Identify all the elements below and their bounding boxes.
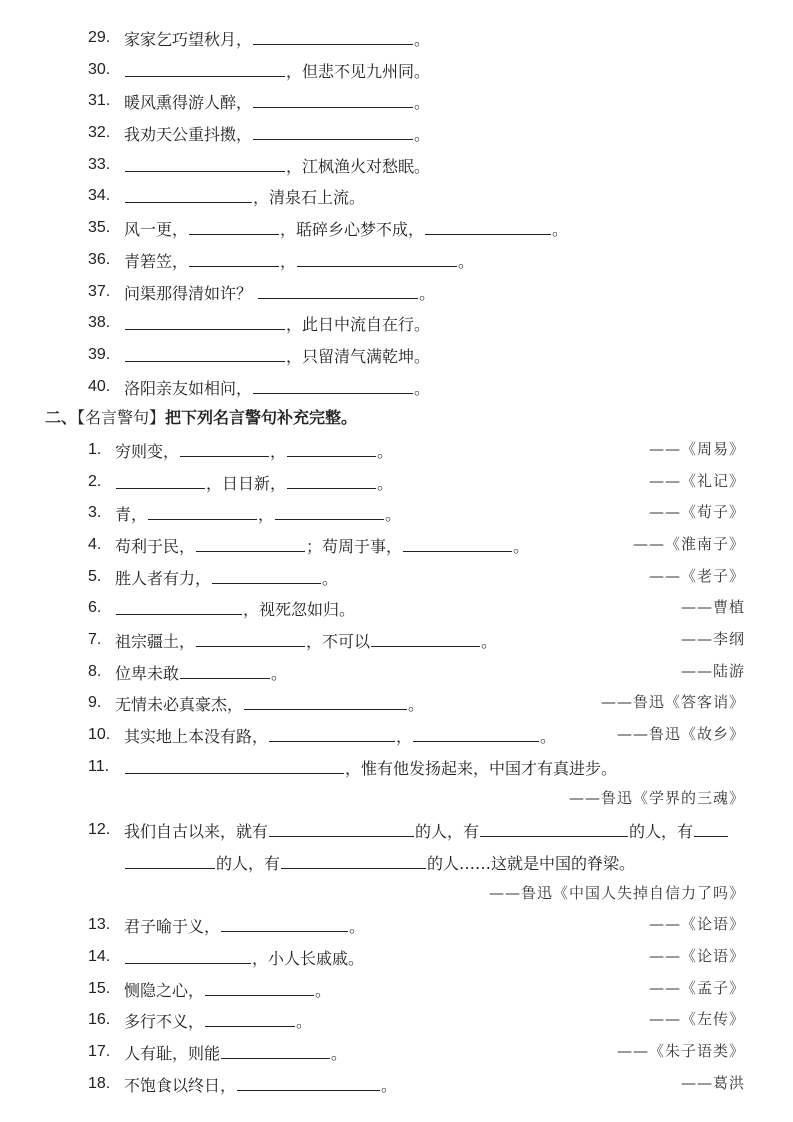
list-item xyxy=(0,466,793,498)
answer-blank[interactable] xyxy=(180,434,269,457)
source-row xyxy=(0,878,793,910)
item-number: 16. xyxy=(88,1011,111,1029)
prompt-text: 的人……这就是中国的脊梁。 xyxy=(427,853,636,873)
answer-blank[interactable] xyxy=(221,909,348,932)
prompt-text: ，聒碎乡心梦不成， xyxy=(280,220,425,240)
section-heading xyxy=(0,402,793,434)
list-item xyxy=(0,1004,793,1036)
source-attribution: ——陆游 xyxy=(680,661,745,680)
answer-blank[interactable] xyxy=(269,814,414,837)
list-item xyxy=(0,814,793,846)
answer-blank[interactable] xyxy=(253,371,413,394)
list-item xyxy=(0,592,793,624)
prompt-text: 苟利于民， xyxy=(115,537,196,556)
item-body xyxy=(124,244,474,278)
answer-blank[interactable] xyxy=(189,212,279,235)
prompt-text: ，惟有他发扬起来，中国才有真进步。 xyxy=(345,758,618,778)
prompt-text: ，小人长戚戚。 xyxy=(252,948,365,968)
answer-blank[interactable] xyxy=(180,656,270,679)
prompt-text: 不饱食以终日， xyxy=(124,1075,237,1095)
item-body xyxy=(124,371,430,405)
item-body xyxy=(115,592,355,626)
prompt-text: 胜人者有力， xyxy=(115,568,212,588)
item-body xyxy=(124,339,430,373)
item-number: 39. xyxy=(88,345,111,363)
answer-blank[interactable] xyxy=(125,846,215,869)
source-attribution: ——《朱子语类》 xyxy=(616,1042,745,1060)
item-body xyxy=(115,687,424,721)
list-item xyxy=(0,244,793,276)
prompt-text: 。 xyxy=(481,632,498,652)
item-body xyxy=(124,719,556,753)
answer-blank[interactable] xyxy=(480,814,628,837)
list-item xyxy=(0,22,793,54)
prompt-text: 。 xyxy=(458,251,475,271)
item-body xyxy=(124,814,729,848)
prompt-text: 人有耻，则能 xyxy=(124,1044,221,1063)
answer-blank[interactable] xyxy=(205,973,314,996)
source-row xyxy=(0,783,793,815)
item-body xyxy=(124,85,430,119)
source-attribution: ——《孟子》 xyxy=(648,978,745,997)
item-body xyxy=(124,1068,397,1102)
item-number: 5. xyxy=(88,567,102,585)
item-body xyxy=(124,1004,312,1038)
answer-blank[interactable] xyxy=(196,529,305,552)
answer-blank[interactable] xyxy=(244,687,407,710)
source-attribution: ——《左传》 xyxy=(648,1010,745,1029)
prompt-text: 我们自古以来，就有 xyxy=(124,822,269,842)
source-attribution: ——曹植 xyxy=(680,598,745,617)
answer-blank[interactable] xyxy=(125,180,252,203)
list-item xyxy=(0,1068,793,1100)
answer-blank[interactable] xyxy=(125,339,285,362)
answer-blank[interactable] xyxy=(125,751,344,774)
answer-blank[interactable] xyxy=(275,497,384,520)
item-number: 35. xyxy=(88,219,111,237)
answer-blank[interactable] xyxy=(148,497,257,520)
list-item xyxy=(0,497,793,529)
prompt-text: 。 xyxy=(349,917,366,937)
prompt-text: 风一更， xyxy=(124,220,189,240)
prompt-text: 多行不义， xyxy=(124,1012,205,1032)
prompt-text: ， xyxy=(270,441,287,461)
answer-blank[interactable] xyxy=(221,1036,330,1059)
section-heading-text: 把下列名言警句补充完整。 xyxy=(165,408,358,428)
prompt-text: ，江枫渔火对愁眠。 xyxy=(286,156,431,176)
prompt-text: 。 xyxy=(414,30,431,49)
item-number: 4. xyxy=(88,536,102,553)
item-number: 37. xyxy=(88,282,111,300)
prompt-text: ，日日新， xyxy=(206,473,287,493)
prompt-text: 祖宗疆土， xyxy=(115,632,196,652)
item-number: 2. xyxy=(88,472,102,490)
answer-blank[interactable] xyxy=(403,529,512,552)
prompt-text: ， xyxy=(258,505,275,525)
source-attribution: ——鲁迅《答客诮》 xyxy=(600,693,745,712)
answer-blank[interactable] xyxy=(196,624,305,647)
item-body xyxy=(124,54,430,88)
prompt-text: 。 xyxy=(540,727,557,747)
list-item xyxy=(0,212,793,244)
answer-blank[interactable] xyxy=(269,719,395,742)
prompt-text: 。 xyxy=(377,441,394,461)
item-number: 38. xyxy=(88,314,111,332)
prompt-text: 。 xyxy=(385,505,402,525)
prompt-text: 。 xyxy=(513,537,530,556)
prompt-text: 其实地上本没有路， xyxy=(124,727,269,747)
prompt-text: ， xyxy=(280,251,297,271)
prompt-text: 的人，有 xyxy=(629,822,694,842)
prompt-text: 。 xyxy=(552,220,569,240)
item-body xyxy=(124,846,635,880)
prompt-text: 。 xyxy=(408,695,425,715)
prompt-text: 我劝天公重抖擞， xyxy=(124,125,253,145)
source-attribution: ——《周易》 xyxy=(648,439,745,458)
list-item xyxy=(0,941,793,973)
list-item xyxy=(0,973,793,1005)
prompt-text: 。 xyxy=(322,568,339,588)
item-number: 40. xyxy=(88,377,111,395)
prompt-text: 位卑未敢 xyxy=(115,663,180,683)
item-number: 33. xyxy=(88,155,111,173)
item-number: 11. xyxy=(88,757,110,775)
list-item xyxy=(0,434,793,466)
item-number: 32. xyxy=(88,124,111,142)
item-body xyxy=(124,22,430,56)
item-number: 29. xyxy=(88,29,111,46)
item-body xyxy=(124,973,331,1007)
prompt-text: ；苟周于事， xyxy=(306,537,403,556)
item-body xyxy=(124,149,430,183)
list-item xyxy=(0,529,793,561)
list-item xyxy=(0,719,793,751)
answer-blank[interactable] xyxy=(116,466,205,489)
item-number: 3. xyxy=(88,504,102,522)
list-item xyxy=(0,371,793,403)
source-attribution: ——《淮南子》 xyxy=(632,535,745,553)
list-item xyxy=(0,1036,793,1068)
list-item xyxy=(0,149,793,181)
section-heading-num: 二、 xyxy=(45,408,78,428)
prompt-text: 恻隐之心， xyxy=(124,980,205,1000)
answer-blank[interactable] xyxy=(212,561,321,584)
list-item xyxy=(0,307,793,339)
item-body xyxy=(115,466,393,500)
answer-blank[interactable] xyxy=(694,814,728,837)
list-item xyxy=(0,751,793,783)
answer-blank[interactable] xyxy=(205,1004,295,1027)
prompt-text: ， xyxy=(396,727,413,747)
item-number: 34. xyxy=(88,187,111,205)
item-body xyxy=(124,180,365,214)
item-number: 8. xyxy=(88,662,102,680)
answer-blank[interactable] xyxy=(371,624,480,647)
list-item xyxy=(0,85,793,117)
answer-blank[interactable] xyxy=(253,85,413,108)
item-number: 7. xyxy=(88,631,102,649)
prompt-text: 。 xyxy=(315,980,332,1000)
item-body xyxy=(124,1036,347,1070)
answer-blank[interactable] xyxy=(253,22,413,45)
source-attribution: ——李纲 xyxy=(680,630,745,649)
answer-blank[interactable] xyxy=(125,307,285,330)
answer-blank[interactable] xyxy=(125,149,285,172)
source-attribution: ——鲁迅《故乡》 xyxy=(616,725,745,744)
item-body xyxy=(115,434,393,468)
answer-blank[interactable] xyxy=(287,466,376,489)
prompt-text: 青， xyxy=(115,505,148,525)
prompt-text: 。 xyxy=(414,93,431,113)
prompt-text: 。 xyxy=(414,125,431,145)
source-attribution: ——葛洪 xyxy=(680,1073,745,1092)
answer-blank[interactable] xyxy=(425,212,551,235)
item-number: 12. xyxy=(88,821,111,839)
answer-blank[interactable] xyxy=(125,54,285,77)
prompt-text: 。 xyxy=(419,283,436,303)
source-attribution: ——《论语》 xyxy=(648,915,745,934)
prompt-text: ，只留清气满乾坤。 xyxy=(286,346,431,366)
item-body xyxy=(124,307,430,341)
item-number: 15. xyxy=(88,979,111,997)
item-body xyxy=(115,624,497,658)
prompt-text: 。 xyxy=(331,1044,348,1063)
item-body xyxy=(115,561,338,595)
item-body xyxy=(124,117,430,151)
answer-blank[interactable] xyxy=(116,592,242,615)
list-item xyxy=(0,687,793,719)
item-body xyxy=(124,212,568,246)
section-heading-tag: 【名言警句】 xyxy=(77,408,166,428)
prompt-text: 。 xyxy=(377,473,394,493)
source-attribution: ——《老子》 xyxy=(648,566,745,585)
source-attribution: ——《荀子》 xyxy=(648,503,745,522)
answer-blank[interactable] xyxy=(125,941,251,964)
item-body xyxy=(124,276,435,310)
item-number: 30. xyxy=(88,60,111,78)
prompt-text: 洛阳亲友如相问， xyxy=(124,378,253,398)
list-item xyxy=(0,624,793,656)
item-number: 17. xyxy=(88,1043,111,1060)
answer-blank[interactable] xyxy=(287,434,376,457)
source-attribution: ——鲁迅《学界的三魂》 xyxy=(568,788,745,807)
item-number: 31. xyxy=(88,92,111,110)
prompt-text: ，此日中流自在行。 xyxy=(286,315,431,335)
list-item xyxy=(0,561,793,593)
answer-blank[interactable] xyxy=(413,719,539,742)
answer-blank[interactable] xyxy=(253,117,413,140)
answer-blank[interactable] xyxy=(297,244,457,267)
item-number: 10. xyxy=(88,726,111,744)
prompt-text: 暖风熏得游人醉， xyxy=(124,93,253,113)
item-number: 9. xyxy=(88,694,102,712)
prompt-text: 君子喻于义， xyxy=(124,917,221,937)
item-number: 13. xyxy=(88,916,111,934)
item-number: 36. xyxy=(88,250,111,268)
list-item xyxy=(0,180,793,212)
answer-blank[interactable] xyxy=(258,276,418,299)
item-body xyxy=(124,751,617,785)
prompt-text: 的人，有 xyxy=(415,822,480,842)
list-item xyxy=(0,117,793,149)
prompt-text: 无情未必真豪杰， xyxy=(115,695,244,715)
prompt-text: 。 xyxy=(414,378,431,398)
list-item xyxy=(0,656,793,688)
list-item xyxy=(0,909,793,941)
item-number: 18. xyxy=(88,1074,111,1092)
list-item xyxy=(0,276,793,308)
prompt-text: 问渠那得清如许？ xyxy=(124,283,258,303)
prompt-text: 。 xyxy=(271,663,288,683)
prompt-text: 穷则变， xyxy=(115,441,180,461)
prompt-text: ，不可以 xyxy=(306,632,371,652)
item-body xyxy=(124,941,364,975)
list-item xyxy=(0,846,793,878)
item-body xyxy=(124,909,365,943)
worksheet-page xyxy=(0,22,793,1099)
answer-blank[interactable] xyxy=(237,1068,380,1091)
prompt-text: 的人，有 xyxy=(216,853,281,873)
source-attribution: ——《礼记》 xyxy=(648,471,745,490)
item-number: 6. xyxy=(88,599,102,617)
prompt-text: 青箬笠， xyxy=(124,251,189,271)
prompt-text: 。 xyxy=(381,1075,398,1095)
prompt-text: ，视死忽如归。 xyxy=(243,600,356,620)
list-item xyxy=(0,339,793,371)
prompt-text: ，但悲不见九州同。 xyxy=(286,61,431,81)
item-body xyxy=(115,497,401,531)
prompt-text: 。 xyxy=(296,1012,313,1032)
list-item xyxy=(0,54,793,86)
prompt-text: 家家乞巧望秋月， xyxy=(124,30,253,49)
answer-blank[interactable] xyxy=(281,846,426,869)
item-number: 14. xyxy=(88,947,111,965)
answer-blank[interactable] xyxy=(189,244,279,267)
item-body xyxy=(115,656,287,690)
item-number: 1. xyxy=(88,440,102,458)
source-attribution: ——《论语》 xyxy=(648,946,745,965)
source-attribution: ——鲁迅《中国人失掉自信力了吗》 xyxy=(488,883,745,902)
item-body xyxy=(115,529,529,563)
prompt-text: ，清泉石上流。 xyxy=(253,188,366,208)
section-title xyxy=(45,402,357,434)
